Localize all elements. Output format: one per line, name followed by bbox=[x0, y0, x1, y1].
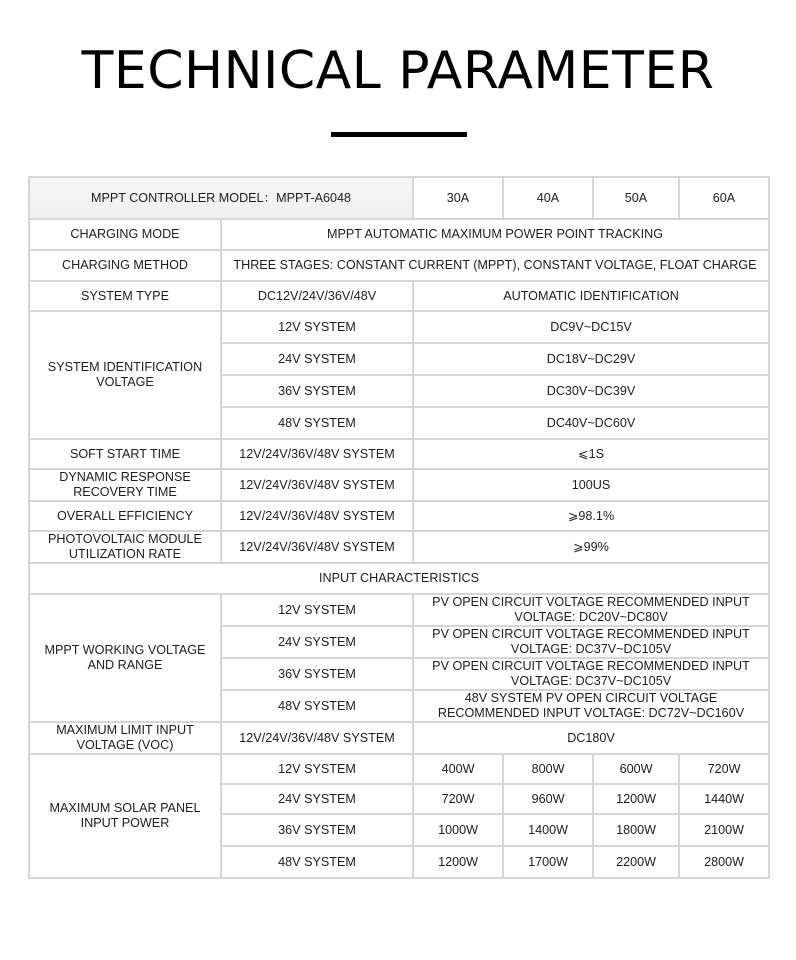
row-value: DC40V~DC60V bbox=[413, 407, 769, 439]
row-system: 36V SYSTEM bbox=[221, 375, 413, 407]
row-systems: 12V/24V/36V/48V SYSTEM bbox=[221, 531, 413, 563]
power-value: 1400W bbox=[503, 814, 593, 846]
table-row bbox=[29, 439, 769, 469]
table-header-row bbox=[29, 177, 769, 219]
row-systems: 12V/24V/36V/48V SYSTEM bbox=[221, 469, 413, 501]
model-label: MPPT CONTROLLER MODEL：MPPT-A6048 bbox=[29, 177, 413, 219]
row-system: 36V SYSTEM bbox=[221, 658, 413, 690]
row-label: CHARGING MODE bbox=[29, 219, 221, 250]
current-30a: 30A bbox=[413, 177, 503, 219]
table-row bbox=[29, 754, 769, 784]
power-value: 1200W bbox=[413, 846, 503, 878]
row-value: ⩾99% bbox=[413, 531, 769, 563]
row-value: AUTOMATIC IDENTIFICATION bbox=[413, 281, 769, 311]
row-systems: 12V/24V/36V/48V SYSTEM bbox=[221, 722, 413, 754]
table-row bbox=[29, 531, 769, 563]
table-row bbox=[29, 219, 769, 250]
table-row bbox=[29, 501, 769, 531]
power-value: 800W bbox=[503, 754, 593, 784]
power-value: 720W bbox=[679, 754, 769, 784]
table-row bbox=[29, 281, 769, 311]
row-label: PHOTOVOLTAIC MODULE UTILIZATION RATE bbox=[29, 531, 221, 563]
title-underline bbox=[331, 132, 467, 137]
row-system: 12V SYSTEM bbox=[221, 754, 413, 784]
row-systems: 12V/24V/36V/48V SYSTEM bbox=[221, 439, 413, 469]
row-value: DC18V~DC29V bbox=[413, 343, 769, 375]
row-system: 12V SYSTEM bbox=[221, 311, 413, 343]
row-value: PV OPEN CIRCUIT VOLTAGE RECOMMENDED INPUT VOLTAGE: DC37V~DC105V bbox=[413, 626, 769, 658]
row-label: MAXIMUM LIMIT INPUT VOLTAGE (VOC) bbox=[29, 722, 221, 754]
power-value: 1700W bbox=[503, 846, 593, 878]
table-row bbox=[29, 722, 769, 754]
row-label: SOFT START TIME bbox=[29, 439, 221, 469]
row-system: 24V SYSTEM bbox=[221, 626, 413, 658]
power-value: 720W bbox=[413, 784, 503, 814]
power-value: 2100W bbox=[679, 814, 769, 846]
row-value: THREE STAGES: CONSTANT CURRENT (MPPT), CONSTANT VOLTAGE, FLOAT CHARGE bbox=[221, 250, 769, 281]
power-value: 1000W bbox=[413, 814, 503, 846]
power-value: 2200W bbox=[593, 846, 679, 878]
row-label: MAXIMUM SOLAR PANEL INPUT POWER bbox=[29, 754, 221, 878]
table-row bbox=[29, 250, 769, 281]
current-40a: 40A bbox=[503, 177, 593, 219]
row-systems: 12V/24V/36V/48V SYSTEM bbox=[221, 501, 413, 531]
row-label: OVERALL EFFICIENCY bbox=[29, 501, 221, 531]
power-value: 2800W bbox=[679, 846, 769, 878]
section-row bbox=[29, 563, 769, 594]
row-system: 48V SYSTEM bbox=[221, 690, 413, 722]
row-value: PV OPEN CIRCUIT VOLTAGE RECOMMENDED INPUT VOLTAGE: DC37V~DC105V bbox=[413, 658, 769, 690]
row-value: PV OPEN CIRCUIT VOLTAGE RECOMMENDED INPUT VOLTAGE: DC20V~DC80V bbox=[413, 594, 769, 626]
table-row bbox=[29, 469, 769, 501]
row-label: DYNAMIC RESPONSE RECOVERY TIME bbox=[29, 469, 221, 501]
power-value: 400W bbox=[413, 754, 503, 784]
power-value: 1440W bbox=[679, 784, 769, 814]
row-systems: DC12V/24V/36V/48V bbox=[221, 281, 413, 311]
row-value: DC180V bbox=[413, 722, 769, 754]
row-label: SYSTEM TYPE bbox=[29, 281, 221, 311]
row-value: ⩽1S bbox=[413, 439, 769, 469]
current-60a: 60A bbox=[679, 177, 769, 219]
row-value: DC30V~DC39V bbox=[413, 375, 769, 407]
section-heading-input: INPUT CHARACTERISTICS bbox=[29, 563, 769, 594]
row-system: 36V SYSTEM bbox=[221, 814, 413, 846]
row-value: 48V SYSTEM PV OPEN CIRCUIT VOLTAGE RECOMMENDED INPUT VOLTAGE: DC72V~DC160V bbox=[413, 690, 769, 722]
row-value: MPPT AUTOMATIC MAXIMUM POWER POINT TRACKING bbox=[221, 219, 769, 250]
row-system: 24V SYSTEM bbox=[221, 784, 413, 814]
row-value: 100US bbox=[413, 469, 769, 501]
power-value: 600W bbox=[593, 754, 679, 784]
row-system: 48V SYSTEM bbox=[221, 846, 413, 878]
page-title: TECHNICAL PARAMETER bbox=[81, 41, 715, 101]
row-value: ⩾98.1% bbox=[413, 501, 769, 531]
row-system: 48V SYSTEM bbox=[221, 407, 413, 439]
row-value: DC9V~DC15V bbox=[413, 311, 769, 343]
current-50a: 50A bbox=[593, 177, 679, 219]
power-value: 1200W bbox=[593, 784, 679, 814]
power-value: 960W bbox=[503, 784, 593, 814]
row-system: 12V SYSTEM bbox=[221, 594, 413, 626]
row-label: SYSTEM IDENTIFICATION VOLTAGE bbox=[29, 311, 221, 439]
row-label: CHARGING METHOD bbox=[29, 250, 221, 281]
row-system: 24V SYSTEM bbox=[221, 343, 413, 375]
power-value: 1800W bbox=[593, 814, 679, 846]
table-row bbox=[29, 311, 769, 343]
spec-table bbox=[28, 176, 770, 879]
row-label: MPPT WORKING VOLTAGE AND RANGE bbox=[29, 594, 221, 722]
table-row bbox=[29, 594, 769, 626]
